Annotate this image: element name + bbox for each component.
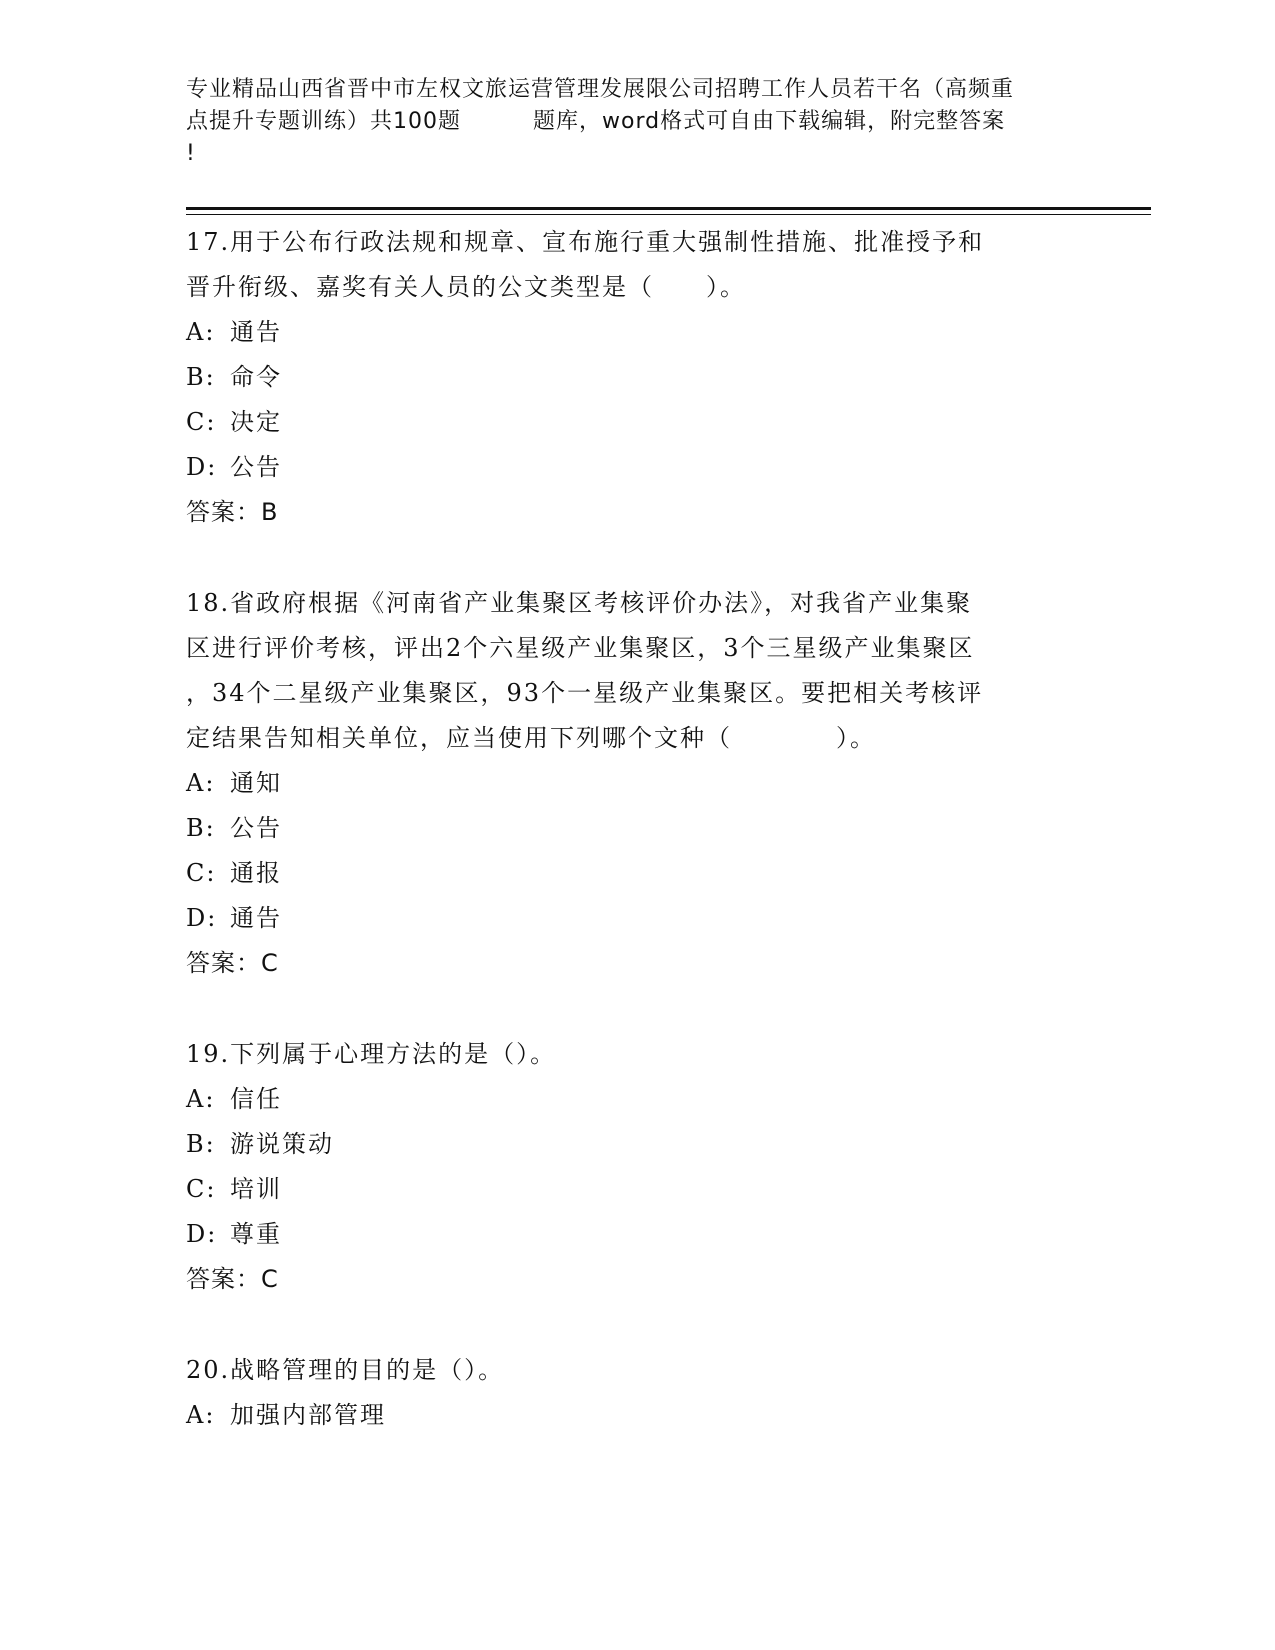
- stem-line: 18.省政府根据《河南省产业集聚区考核评价办法》，对我省产业集聚: [186, 589, 973, 617]
- option-letter: C:: [186, 408, 217, 436]
- option-c: [186, 1167, 1086, 1212]
- stem-line: 17.用于公布行政法规和规章、宣布施行重大强制性措施、批准授予和: [186, 228, 985, 256]
- option-d: [186, 445, 1086, 490]
- answer-text: 答案：C: [186, 949, 279, 977]
- option-a: [186, 1393, 1086, 1438]
- option-text: 决定: [230, 408, 282, 436]
- question-stem: [186, 581, 1086, 761]
- stem-line: 20.战略管理的目的是（）。: [186, 1356, 505, 1384]
- option-letter: B:: [186, 363, 216, 391]
- option-text: 游说策动: [230, 1130, 334, 1158]
- header-line-1: 专业精品山西省晋中市左权文旅运营管理发展限公司招聘工作人员若干名（高频重: [186, 77, 1015, 102]
- question-19: [186, 1032, 1086, 1302]
- option-text: 通告: [230, 904, 282, 932]
- option-text: 培训: [230, 1175, 282, 1203]
- header-line-3: !: [186, 141, 196, 166]
- question-stem: [186, 1348, 1086, 1393]
- header-line-2-part-1: 点提升专题训练）共100题: [186, 109, 461, 134]
- option-text: 公告: [230, 814, 282, 842]
- header-line-2-part-2: 题库，word格式可自由下载编辑，附完整答案: [533, 109, 1006, 134]
- question-20: [186, 1348, 1086, 1438]
- document-header: [186, 74, 1086, 170]
- header-line-2: [186, 106, 1086, 138]
- question-stem: [186, 220, 1086, 310]
- answer-text: 答案：B: [186, 498, 279, 526]
- option-letter: D:: [186, 904, 218, 932]
- question-list: [186, 220, 1086, 1484]
- question-stem: [186, 1032, 1086, 1077]
- option-letter: D:: [186, 1220, 218, 1248]
- option-text: 公告: [230, 453, 282, 481]
- option-letter: B:: [186, 1130, 216, 1158]
- stem-line: 区进行评价考核，评出2个六星级产业集聚区，3个三星级产业集聚区: [186, 634, 975, 662]
- answer-text: 答案：C: [186, 1265, 279, 1293]
- option-text: 通告: [230, 318, 282, 346]
- option-text: 命令: [230, 363, 282, 391]
- option-c: [186, 851, 1086, 896]
- option-text: 通知: [230, 769, 282, 797]
- option-d: [186, 1212, 1086, 1257]
- option-text: 加强内部管理: [230, 1401, 386, 1429]
- option-text: 信任: [230, 1085, 282, 1113]
- option-letter: C:: [186, 859, 217, 887]
- option-a: [186, 310, 1086, 355]
- option-letter: C:: [186, 1175, 217, 1203]
- stem-line: 19.下列属于心理方法的是（）。: [186, 1040, 557, 1068]
- option-a: [186, 761, 1086, 806]
- option-b: [186, 806, 1086, 851]
- option-letter: A:: [186, 769, 216, 797]
- option-c: [186, 400, 1086, 445]
- header-divider-thick: [186, 207, 1151, 210]
- option-letter: A:: [186, 1085, 216, 1113]
- stem-line: 晋升衔级、嘉奖有关人员的公文类型是（ ）。: [186, 273, 746, 301]
- option-letter: A:: [186, 318, 216, 346]
- stem-line: ，34个二星级产业集聚区，93个一星级产业集聚区。要把相关考核评: [186, 679, 984, 707]
- option-text: 尊重: [230, 1220, 282, 1248]
- option-letter: D:: [186, 453, 218, 481]
- option-text: 通报: [230, 859, 282, 887]
- option-letter: A:: [186, 1401, 216, 1429]
- question-18: [186, 581, 1086, 986]
- option-b: [186, 1122, 1086, 1167]
- question-17: [186, 220, 1086, 535]
- header-divider-thin: [186, 214, 1151, 215]
- option-letter: B:: [186, 814, 216, 842]
- option-d: [186, 896, 1086, 941]
- stem-line: 定结果告知相关单位，应当使用下列哪个文种（ ）。: [186, 724, 876, 752]
- option-a: [186, 1077, 1086, 1122]
- option-b: [186, 355, 1086, 400]
